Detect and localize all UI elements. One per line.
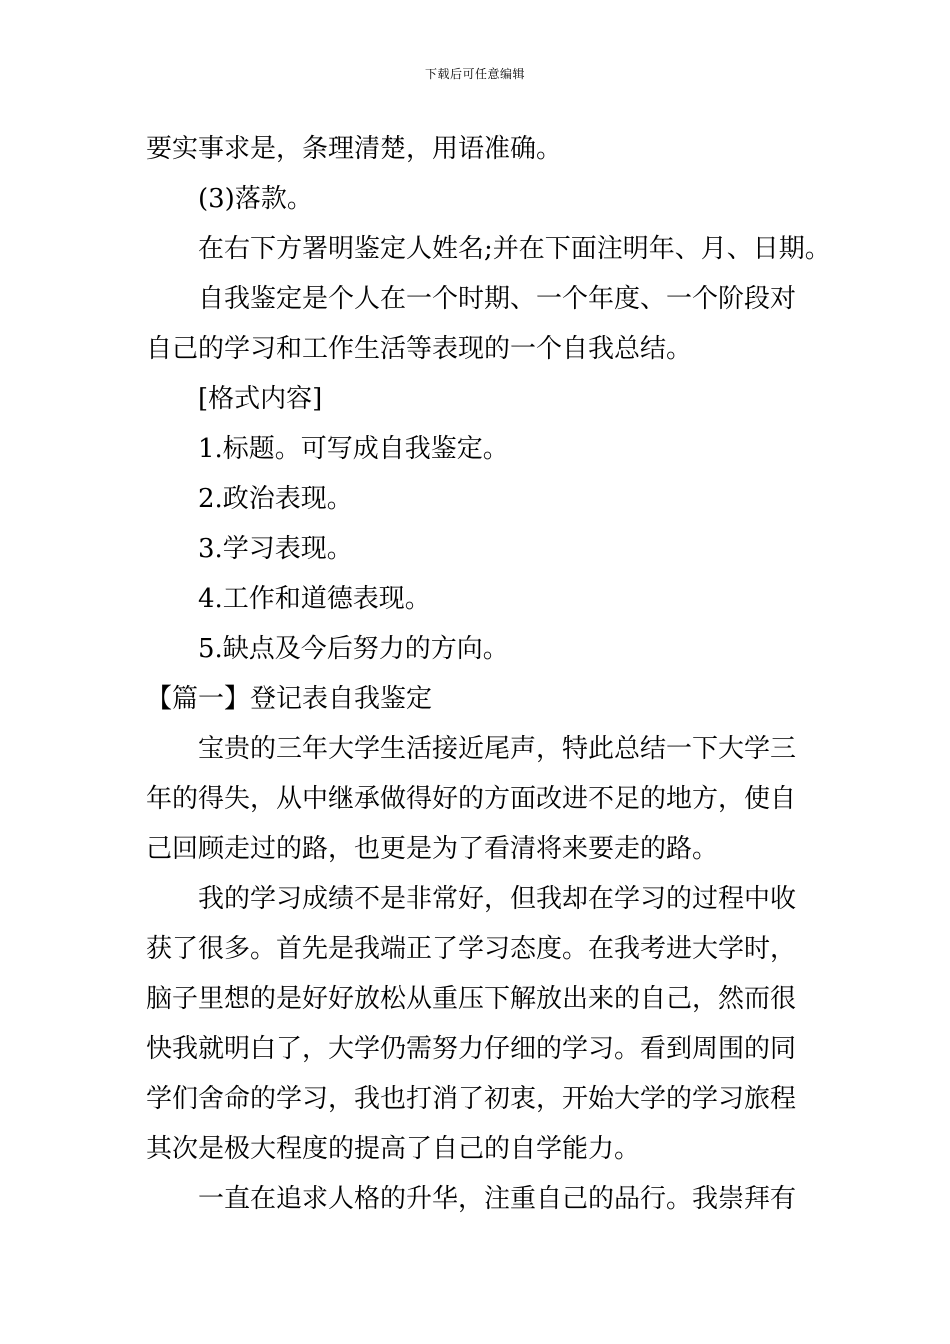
section-label: [格式内容] (198, 384, 323, 414)
paragraph-line: 在右下方署明鉴定人姓名;并在下面注明年、月、日期。 (198, 234, 831, 264)
list-item: 5.缺点及今后努力的方向。 (198, 634, 509, 664)
paragraph-line: 一直在追求人格的升华，注重自己的品行。我崇拜有 (198, 1184, 797, 1214)
list-item: 2.政治表现。 (198, 484, 353, 514)
paragraph-line: 其次是极大程度的提高了自己的自学能力。 (146, 1134, 641, 1164)
paragraph-line: 自我鉴定是个人在一个时期、一个年度、一个阶段对 (198, 284, 797, 314)
list-item: 4.工作和道德表现。 (198, 584, 431, 614)
list-item: 3.学习表现。 (198, 534, 353, 564)
paragraph-line: 获了很多。首先是我端正了学习态度。在我考进大学时， (146, 934, 797, 964)
document-body (146, 124, 831, 1224)
page-header: 下载后可任意编辑 (424, 67, 525, 81)
paragraph-line: 要实事求是，条理清楚，用语准确。 (146, 134, 563, 164)
paragraph-line: 脑子里想的是好好放松从重压下解放出来的自己，然而很 (146, 984, 797, 1014)
paragraph-line: 己回顾走过的路，也更是为了看清将来要走的路。 (146, 834, 719, 864)
paragraph-line: 我的学习成绩不是非常好，但我却在学习的过程中收 (198, 884, 797, 914)
paragraph-line: 年的得失，从中继承做得好的方面改进不足的地方，使自 (146, 784, 797, 814)
paragraph-line: (3)落款。 (198, 184, 313, 214)
paragraph-line: 学们舍命的学习，我也打消了初衷，开始大学的学习旅程 (146, 1084, 797, 1114)
paragraph-line: 宝贵的三年大学生活接近尾声，特此总结一下大学三 (198, 734, 797, 764)
paragraph-line: 快我就明白了，大学仍需努力仔细的学习。看到周围的同 (146, 1034, 797, 1064)
section-heading: 【篇一】登记表自我鉴定 (146, 684, 433, 714)
paragraph-line: 自己的学习和工作生活等表现的一个自我总结。 (146, 334, 693, 364)
list-item: 1.标题。可写成自我鉴定。 (198, 434, 509, 464)
